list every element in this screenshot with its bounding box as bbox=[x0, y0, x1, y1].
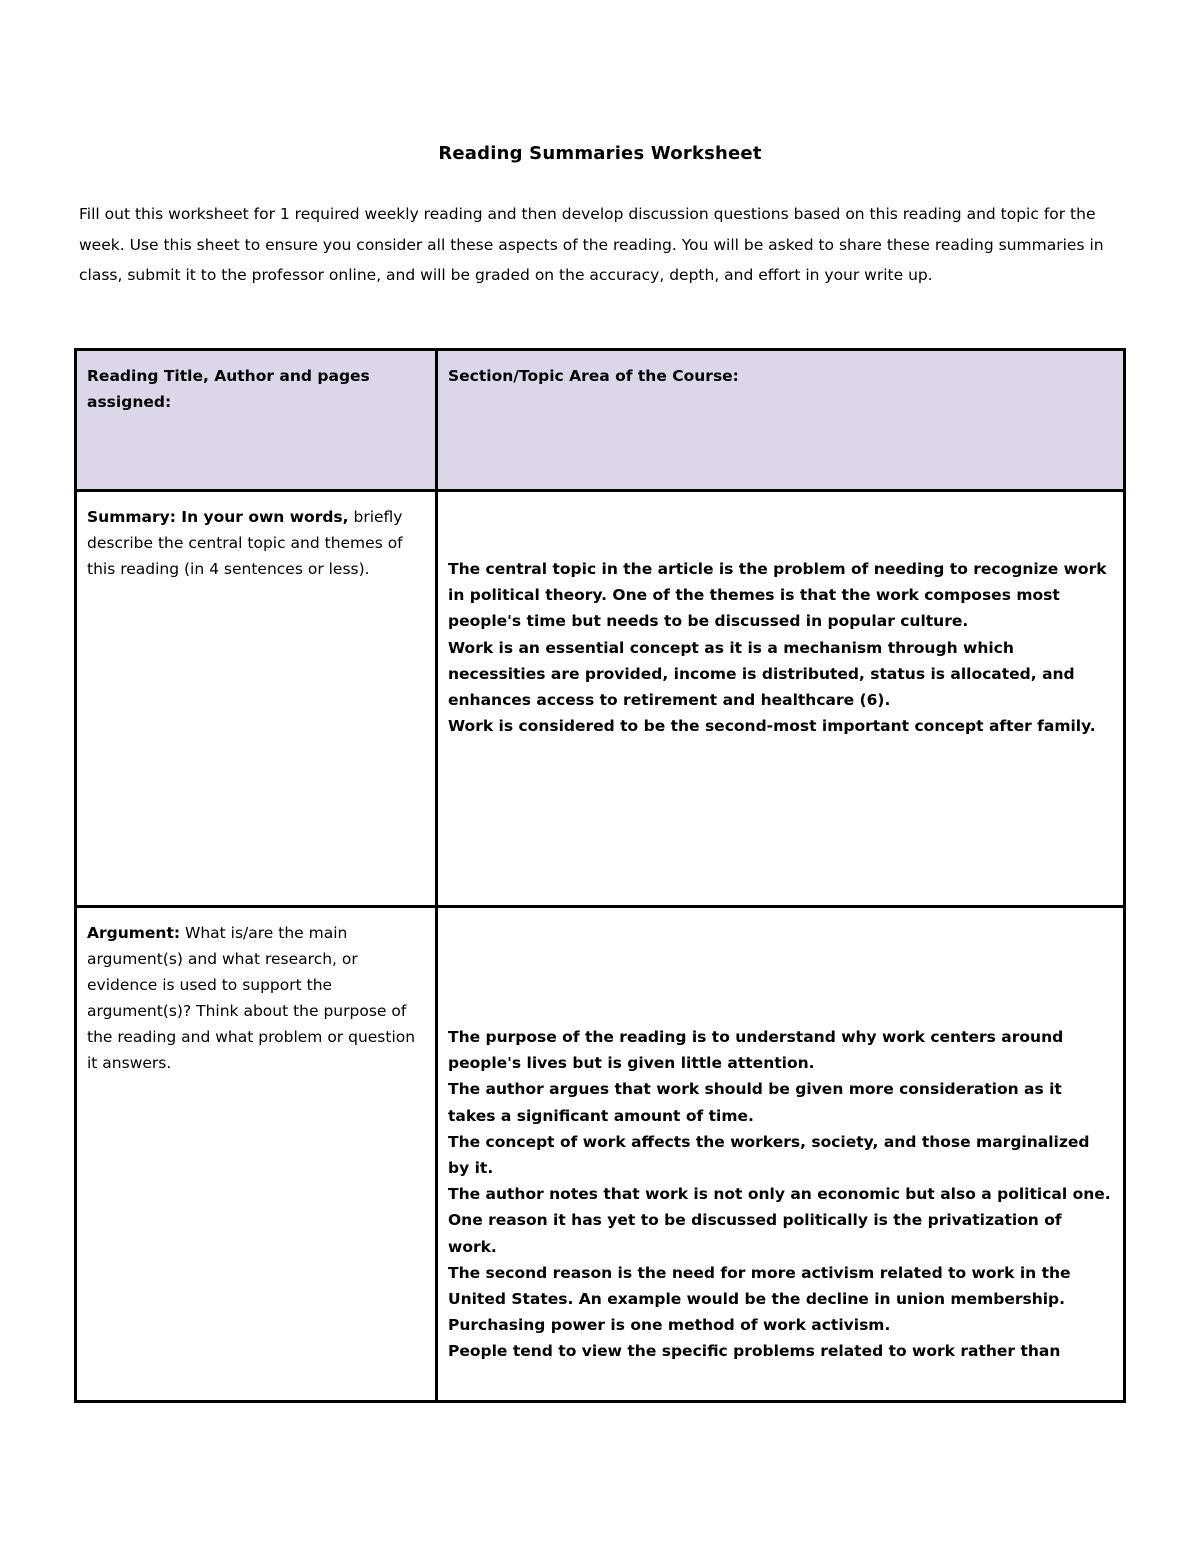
table-row-header bbox=[76, 350, 1125, 491]
section-topic-cell[interactable] bbox=[437, 350, 1125, 491]
worksheet-table bbox=[74, 348, 1126, 1403]
argument-prompt bbox=[77, 908, 435, 1076]
table-row-argument bbox=[76, 907, 1125, 1402]
section-topic-label: Section/Topic Area of the Course: bbox=[448, 367, 739, 385]
summary-answer bbox=[438, 492, 1123, 739]
summary-answer-line: The central topic in the article is the problem of needing to recognize work in political theory. One of the themes is that the work composes most people's time but needs to be discussed in popular culture. bbox=[448, 560, 1107, 631]
reading-title-cell[interactable] bbox=[76, 350, 437, 491]
instructions-paragraph: Fill out this worksheet for 1 required weekly reading and then develop discussion questions based on this reading and topic for the week. Use this sheet to ensure you consider all these aspects of the reading. You will be asked to share these reading summaries in class, submit it to the professor online, and will be graded on the accuracy, depth, and effort in your write up. bbox=[79, 205, 1104, 284]
argument-answer-line: The purpose of the reading is to understand why work centers around people's lives but is given little attention. bbox=[448, 1028, 1064, 1073]
argument-answer-line: People tend to view the specific problems related to work rather than bbox=[448, 1342, 1061, 1361]
argument-answer-line: The second reason is the need for more activism related to work in the United States. An example would be the decline in union membership. bbox=[448, 1263, 1071, 1309]
reading-title-label: Reading Title, Author and pages assigned: bbox=[87, 367, 370, 411]
argument-answer-line: One reason it has yet to be discussed politically is the privatization of work. bbox=[448, 1211, 1062, 1256]
page-title: Reading Summaries Worksheet bbox=[438, 143, 762, 164]
summary-prompt bbox=[77, 492, 435, 582]
argument-prompt-text: What is/are the main argument(s) and what research, or evidence is used to support the argument(s)? Think about the purpose of the reading and what problem or question it answers. bbox=[87, 924, 416, 1072]
argument-answer bbox=[438, 908, 1123, 1365]
summary-answer-line: Work is an essential concept as it is a mechanism through which necessities are provided, income is distributed, status is allocated, and enhances access to retirement and healthcare (6). bbox=[448, 638, 1075, 710]
table-row-summary bbox=[76, 491, 1125, 907]
summary-prompt-text: briefly describe the central topic and themes of this reading (in 4 sentences or less). bbox=[87, 508, 403, 578]
argument-answer-line: The author argues that work should be given more consideration as it takes a significant amount of time. bbox=[448, 1080, 1062, 1125]
argument-prompt-cell bbox=[76, 907, 437, 1402]
argument-answer-line: Purchasing power is one method of work activism. bbox=[448, 1316, 891, 1335]
summary-prompt-bold: Summary: In your own words, bbox=[87, 508, 349, 526]
argument-answer-line: The author notes that work is not only an economic but also a political one. bbox=[448, 1185, 1111, 1204]
summary-answer-cell[interactable] bbox=[437, 491, 1125, 907]
argument-prompt-bold: Argument: bbox=[87, 924, 181, 942]
argument-answer-cell[interactable] bbox=[437, 907, 1125, 1402]
summary-answer-line: Work is considered to be the second-most important concept after family. bbox=[448, 717, 1096, 736]
argument-answer-line: The concept of work affects the workers, society, and those marginalized by it. bbox=[448, 1132, 1090, 1178]
summary-prompt-cell bbox=[76, 491, 437, 907]
